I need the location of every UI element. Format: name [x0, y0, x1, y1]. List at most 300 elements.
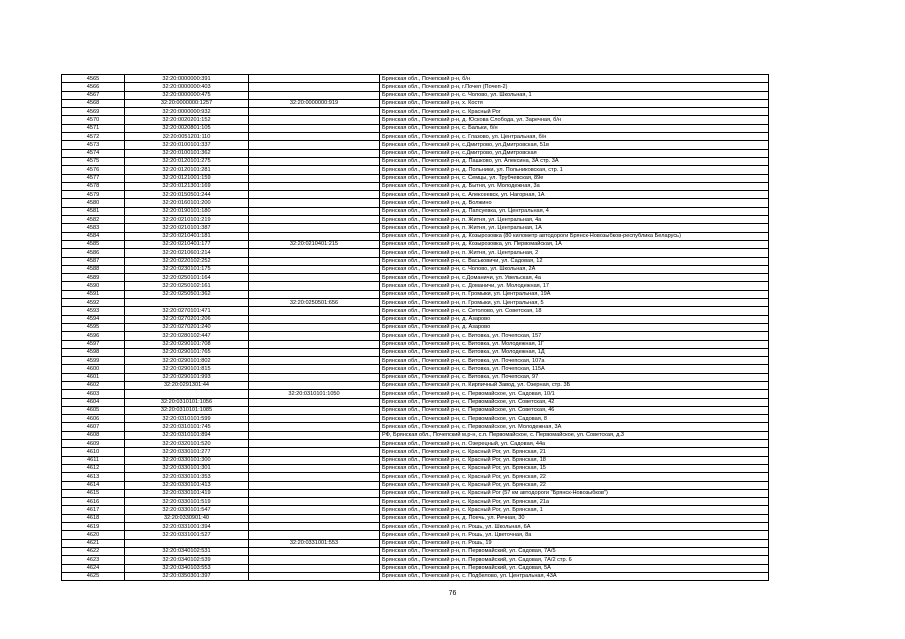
- registry-table: [61, 74, 769, 581]
- row-number-cell: 4601: [62, 373, 125, 381]
- table-row: [62, 207, 769, 215]
- related-cadastral-number-cell: [249, 323, 380, 331]
- row-number-cell: 4572: [62, 133, 125, 141]
- cadastral-number-cell: 32:20:0210601:214: [125, 249, 249, 257]
- cadastral-number-cell: 32:20:0160101:200: [125, 199, 249, 207]
- table-row: [62, 473, 769, 481]
- address-cell: Брянская обл., Почепский р-н, д. Волжино: [380, 199, 769, 207]
- table-row: [62, 232, 769, 240]
- table-row: [62, 506, 769, 514]
- related-cadastral-number-cell: [249, 141, 380, 149]
- cadastral-number-cell: 32:20:0290101:802: [125, 357, 249, 365]
- row-number-cell: 4585: [62, 240, 125, 248]
- cadastral-number-cell: 32:20:0330101:519: [125, 498, 249, 506]
- related-cadastral-number-cell: [249, 91, 380, 99]
- related-cadastral-number-cell: [249, 232, 380, 240]
- table-row: [62, 265, 769, 273]
- address-cell: Брянская обл., Почепский р-н, с.Дмитрово, ул.Дмитровская, 51в: [380, 141, 769, 149]
- cadastral-number-cell: 32:20:0210101:387: [125, 224, 249, 232]
- cadastral-number-cell: 32:20:0000000:932: [125, 108, 249, 116]
- table-row: [62, 539, 769, 547]
- cadastral-number-cell: [125, 299, 249, 307]
- row-number-cell: 4571: [62, 124, 125, 132]
- table-row: [62, 307, 769, 315]
- table-row: [62, 556, 769, 564]
- row-number-cell: 4566: [62, 83, 125, 91]
- table-row: [62, 249, 769, 257]
- table-row: [62, 257, 769, 265]
- address-cell: Брянская обл., Почепский р-н, п. Громыки, ул. Центральная, 19А: [380, 290, 769, 298]
- cadastral-number-cell: 32:20:0020201:152: [125, 116, 249, 124]
- cadastral-number-cell: 32:20:0150501:244: [125, 191, 249, 199]
- related-cadastral-number-cell: [249, 373, 380, 381]
- address-cell: Брянская обл., Почепский р-н, п. Первомайский, ул. Садовая, 5А: [380, 564, 769, 572]
- related-cadastral-number-cell: [249, 75, 380, 83]
- address-cell: Брянская обл., Почепский р-н, д. Азарово: [380, 323, 769, 331]
- related-cadastral-number-cell: [249, 556, 380, 564]
- row-number-cell: 4590: [62, 282, 125, 290]
- address-cell: Брянская обл., Почепский р-н, п. Громыки, ул. Центральная, 5: [380, 299, 769, 307]
- row-number-cell: 4620: [62, 531, 125, 539]
- address-cell: Брянская обл., Почепский р-н, д. Козырозовка, ул. Первомайская, 1А: [380, 240, 769, 248]
- row-number-cell: 4593: [62, 307, 125, 315]
- address-cell: Брянская обл., Почепский р-н, д. Пашково, ул. Алексина, 3А стр. 3А: [380, 157, 769, 165]
- related-cadastral-number-cell: [249, 274, 380, 282]
- cadastral-number-cell: 32:20:0280102:447: [125, 332, 249, 340]
- cadastral-number-cell: 32:20:0210401:181: [125, 232, 249, 240]
- row-number-cell: 4614: [62, 481, 125, 489]
- related-cadastral-number-cell: 32:20:0000000:919: [249, 99, 380, 107]
- table-row: [62, 323, 769, 331]
- cadastral-number-cell: 32:20:0000000:403: [125, 83, 249, 91]
- table-row: [62, 224, 769, 232]
- cadastral-number-cell: 32:20:0290101:815: [125, 365, 249, 373]
- related-cadastral-number-cell: [249, 464, 380, 472]
- related-cadastral-number-cell: [249, 265, 380, 273]
- row-number-cell: 4600: [62, 365, 125, 373]
- related-cadastral-number-cell: [249, 498, 380, 506]
- address-cell: Брянская обл., Почепский р-н, д. Бытня, ул. Молодежная, 3а: [380, 182, 769, 190]
- row-number-cell: 4580: [62, 199, 125, 207]
- row-number-cell: 4610: [62, 448, 125, 456]
- cadastral-number-cell: 32:20:0290101:765: [125, 348, 249, 356]
- table-row: [62, 415, 769, 423]
- table-row: [62, 149, 769, 157]
- table-row: [62, 523, 769, 531]
- related-cadastral-number-cell: [249, 166, 380, 174]
- row-number-cell: 4613: [62, 473, 125, 481]
- cadastral-number-cell: 32:20:0000000:475: [125, 91, 249, 99]
- table-row: [62, 373, 769, 381]
- address-cell: Брянская обл., Почепский р-н, с.Доманичи, ул. Увельская, 4а: [380, 274, 769, 282]
- row-number-cell: 4602: [62, 381, 125, 389]
- row-number-cell: 4565: [62, 75, 125, 83]
- row-number-cell: 4574: [62, 149, 125, 157]
- address-cell: Брянская обл., Почепский р-н, д. Поечь, ул. Речная, 30: [380, 514, 769, 522]
- row-number-cell: 4587: [62, 257, 125, 265]
- address-cell: Брянская обл., Почепский р-н, с. Витовка, ул. Почепская, 157: [380, 332, 769, 340]
- address-cell: Брянская обл., Почепский р-н, с. Чолово, ул. Школьная, 1: [380, 91, 769, 99]
- row-number-cell: 4623: [62, 556, 125, 564]
- address-cell: Брянская обл., Почепский р-н, с. Алексеевск, ул. Нагорная, 1А: [380, 191, 769, 199]
- cadastral-number-cell: 32:20:0340102:531: [125, 547, 249, 555]
- cadastral-number-cell: 32:20:0330901:40: [125, 514, 249, 522]
- table-row: [62, 315, 769, 323]
- address-cell: Брянская обл., Почепский р-н, с. Красный Рог, ул. Брянская, 21а: [380, 498, 769, 506]
- cadastral-number-cell: 32:20:0230101:175: [125, 265, 249, 273]
- address-cell: Брянская обл., Почепский р-н, с. Витовка, ул. Молодежная, 1Д: [380, 348, 769, 356]
- cadastral-number-cell: 32:20:0290101:993: [125, 373, 249, 381]
- table-row: [62, 406, 769, 414]
- address-cell: Брянская обл., Почепский р-н, с. Семцы, ул. Трубчевская, 89е: [380, 174, 769, 182]
- address-cell: Брянская обл., Почепский р-н, с. Сетолово, ул. Советская, 18: [380, 307, 769, 315]
- cadastral-number-cell: 32:20:0000000:391: [125, 75, 249, 83]
- cadastral-number-cell: 32:20:0310101:1085: [125, 406, 249, 414]
- related-cadastral-number-cell: [249, 282, 380, 290]
- related-cadastral-number-cell: 32:20:0310101:1050: [249, 390, 380, 398]
- cadastral-number-cell: 32:20:0120101:275: [125, 157, 249, 165]
- related-cadastral-number-cell: [249, 133, 380, 141]
- related-cadastral-number-cell: [249, 340, 380, 348]
- related-cadastral-number-cell: [249, 489, 380, 497]
- table-row: [62, 216, 769, 224]
- cadastral-number-cell: 32:20:0310101:1056: [125, 398, 249, 406]
- row-number-cell: 4589: [62, 274, 125, 282]
- address-cell: Брянская обл., Почепский р-н, с.Дмитрово, ул.Дмитровская: [380, 149, 769, 157]
- row-number-cell: 4615: [62, 489, 125, 497]
- related-cadastral-number-cell: [249, 523, 380, 531]
- address-cell: Брянская обл., Почепский р-н, п. Рошь, 19: [380, 539, 769, 547]
- address-cell: Брянская обл., Почепский р-н, с. Доманичи, ул. Молодежная, 17: [380, 282, 769, 290]
- cadastral-number-cell: 32:20:0120101:281: [125, 166, 249, 174]
- row-number-cell: 4617: [62, 506, 125, 514]
- table-row: [62, 133, 769, 141]
- cadastral-number-cell: 32:20:0210101:219: [125, 216, 249, 224]
- related-cadastral-number-cell: [249, 257, 380, 265]
- address-cell: Брянская обл., Почепский р-н, с. Бальки, б/н: [380, 124, 769, 132]
- table-row: [62, 498, 769, 506]
- cadastral-number-cell: [125, 390, 249, 398]
- address-cell: Брянская обл., Почепский р-н, с. Красный Рог, ул. Брянская, 18: [380, 456, 769, 464]
- table-row: [62, 481, 769, 489]
- cadastral-number-cell: 32:20:0290101:708: [125, 340, 249, 348]
- address-cell: Брянская обл., Почепский р-н, п. Озерецный, ул. Садовая, 44а: [380, 440, 769, 448]
- related-cadastral-number-cell: [249, 431, 380, 439]
- related-cadastral-number-cell: [249, 365, 380, 373]
- related-cadastral-number-cell: [249, 149, 380, 157]
- address-cell: Брянская обл., Почепский р-н, с. Первомайское, ул. Садовая, 8: [380, 415, 769, 423]
- address-cell: Брянская обл., Почепский р-н, д. Польники, ул. Польниковская, стр. 1: [380, 166, 769, 174]
- row-number-cell: 4588: [62, 265, 125, 273]
- row-number-cell: 4618: [62, 514, 125, 522]
- address-cell: Брянская обл., Почепский р-н, с. Красный Рог (57 км автодороги "Брянск-Новозыбков"): [380, 489, 769, 497]
- related-cadastral-number-cell: [249, 348, 380, 356]
- related-cadastral-number-cell: [249, 224, 380, 232]
- address-cell: Брянская обл., Почепский р-н, п. Первомайский, ул. Садовая, 7А/5: [380, 547, 769, 555]
- related-cadastral-number-cell: 32:20:0250501:656: [249, 299, 380, 307]
- address-cell: Брянская обл., Почепский р-н, п. Житня, ул. Центральная, 2: [380, 249, 769, 257]
- table-row: [62, 423, 769, 431]
- related-cadastral-number-cell: [249, 398, 380, 406]
- related-cadastral-number-cell: [249, 547, 380, 555]
- related-cadastral-number-cell: [249, 199, 380, 207]
- address-cell: Брянская обл., Почепский р-н, п. Житня, ул. Центральная, 1А: [380, 224, 769, 232]
- related-cadastral-number-cell: [249, 564, 380, 572]
- row-number-cell: 4599: [62, 357, 125, 365]
- row-number-cell: 4591: [62, 290, 125, 298]
- related-cadastral-number-cell: [249, 315, 380, 323]
- address-cell: Брянская обл., Почепский р-н, б/н: [380, 75, 769, 83]
- table-row: [62, 182, 769, 190]
- table-body: [62, 75, 769, 581]
- table-row: [62, 282, 769, 290]
- page-number: 76: [448, 590, 457, 597]
- cadastral-number-cell: 32:20:0340103:553: [125, 564, 249, 572]
- address-cell: Брянская обл., Почепский р-н, с. Первомайское, ул. Советская, 42: [380, 398, 769, 406]
- address-cell: Брянская обл., Почепский р-н, д. Азарово: [380, 315, 769, 323]
- table-row: [62, 91, 769, 99]
- address-cell: Брянская обл., Почепский р-н, с. Витовка, ул. Почепская, 115А: [380, 365, 769, 373]
- cadastral-number-cell: 32:20:0350301:397: [125, 572, 249, 580]
- related-cadastral-number-cell: [249, 108, 380, 116]
- row-number-cell: 4583: [62, 224, 125, 232]
- cadastral-number-cell: [125, 539, 249, 547]
- table-row: [62, 448, 769, 456]
- row-number-cell: 4598: [62, 348, 125, 356]
- row-number-cell: 4604: [62, 398, 125, 406]
- row-number-cell: 4582: [62, 216, 125, 224]
- address-cell: Брянская обл., Почепский р-н, д. Козырозовка (80 километр автодороги Брянск-Новозыбков-республика Беларусь): [380, 232, 769, 240]
- related-cadastral-number-cell: [249, 381, 380, 389]
- table-row: [62, 340, 769, 348]
- row-number-cell: 4612: [62, 464, 125, 472]
- cadastral-number-cell: 32:20:0270101:471: [125, 307, 249, 315]
- table-row: [62, 116, 769, 124]
- cadastral-number-cell: 32:20:0250102:161: [125, 282, 249, 290]
- related-cadastral-number-cell: [249, 448, 380, 456]
- cadastral-number-cell: 32:20:0330101:277: [125, 448, 249, 456]
- row-number-cell: 4579: [62, 191, 125, 199]
- row-number-cell: 4594: [62, 315, 125, 323]
- row-number-cell: 4624: [62, 564, 125, 572]
- row-number-cell: 4606: [62, 415, 125, 423]
- cadastral-number-cell: 32:20:0291301:44: [125, 381, 249, 389]
- address-cell: Брянская обл., Почепский р-н, д. Папсуевка, ул. Центральная, 4: [380, 207, 769, 215]
- table-row: [62, 357, 769, 365]
- table-row: [62, 240, 769, 248]
- address-cell: Брянская обл., Почепский р-н, с. Витовка, ул. Почепская, 107а: [380, 357, 769, 365]
- row-number-cell: 4616: [62, 498, 125, 506]
- table-row: [62, 157, 769, 165]
- document-sheet: [61, 74, 769, 581]
- table-row: [62, 564, 769, 572]
- address-cell: Брянская обл., Почепский р-н, г.Почеп (Почеп-2): [380, 83, 769, 91]
- row-number-cell: 4576: [62, 166, 125, 174]
- row-number-cell: 4569: [62, 108, 125, 116]
- related-cadastral-number-cell: [249, 514, 380, 522]
- table-row: [62, 514, 769, 522]
- table-row: [62, 390, 769, 398]
- row-number-cell: 4605: [62, 406, 125, 414]
- row-number-cell: 4622: [62, 547, 125, 555]
- address-cell: Брянская обл., Почепский р-н, п. Рошь, ул. Школьная, 6А: [380, 523, 769, 531]
- row-number-cell: 4621: [62, 539, 125, 547]
- table-row: [62, 440, 769, 448]
- cadastral-number-cell: 32:20:0310101:894: [125, 431, 249, 439]
- address-cell: Брянская обл., Почепский р-н, д. Юскова Слобода, ул. Заречная, б/н: [380, 116, 769, 124]
- row-number-cell: 4592: [62, 299, 125, 307]
- table-row: [62, 174, 769, 182]
- address-cell: Брянская обл., Почепский р-н, с. Красный Рог, ул. Брянская, 22: [380, 481, 769, 489]
- row-number-cell: 4570: [62, 116, 125, 124]
- address-cell: Брянская обл., Почепский р-н, с. Витовка, ул. Молодежная, 1Г: [380, 340, 769, 348]
- table-row: [62, 191, 769, 199]
- table-row: [62, 464, 769, 472]
- related-cadastral-number-cell: [249, 572, 380, 580]
- related-cadastral-number-cell: [249, 216, 380, 224]
- cadastral-number-cell: 32:20:0270201:206: [125, 315, 249, 323]
- row-number-cell: 4608: [62, 431, 125, 439]
- address-cell: РФ, Брянская обл., Почепский м.р-н, с.п. Первомайское, с. Первомайское, ул. Советская, д.3: [380, 431, 769, 439]
- row-number-cell: 4611: [62, 456, 125, 464]
- table-row: [62, 274, 769, 282]
- cadastral-number-cell: 32:20:0190101:180: [125, 207, 249, 215]
- table-row: [62, 489, 769, 497]
- address-cell: Брянская обл., Почепский р-н, с. Чолово, ул. Школьная, 2А: [380, 265, 769, 273]
- address-cell: Брянская обл., Почепский р-н, с. Витовка, ул. Почепская, 97: [380, 373, 769, 381]
- cadastral-number-cell: 32:20:0330101:413: [125, 481, 249, 489]
- related-cadastral-number-cell: [249, 440, 380, 448]
- related-cadastral-number-cell: [249, 207, 380, 215]
- cadastral-number-cell: 32:20:0270201:240: [125, 323, 249, 331]
- address-cell: Брянская обл., Почепский р-н, с. Красный Рог, ул. Брянская, 15: [380, 464, 769, 472]
- table-row: [62, 290, 769, 298]
- cadastral-number-cell: 32:20:0100101:337: [125, 141, 249, 149]
- cadastral-number-cell: 32:20:0250101:164: [125, 274, 249, 282]
- row-number-cell: 4609: [62, 440, 125, 448]
- cadastral-number-cell: 32:20:0330101:353: [125, 473, 249, 481]
- row-number-cell: 4573: [62, 141, 125, 149]
- cadastral-number-cell: 32:20:0310101:745: [125, 423, 249, 431]
- address-cell: Брянская обл., Почепский р-н, с. Первомайское, ул. Советская, 46: [380, 406, 769, 414]
- related-cadastral-number-cell: [249, 290, 380, 298]
- address-cell: Брянская обл., Почепский р-н, с. Красный Рог, ул. Брянская, 22: [380, 473, 769, 481]
- address-cell: Брянская обл., Почепский р-н, с. Красный Рог, ул. Брянская, 1: [380, 506, 769, 514]
- table-row: [62, 83, 769, 91]
- related-cadastral-number-cell: [249, 415, 380, 423]
- row-number-cell: 4603: [62, 390, 125, 398]
- cadastral-number-cell: 32:20:0000000:1257: [125, 99, 249, 107]
- table-row: [62, 456, 769, 464]
- row-number-cell: 4578: [62, 182, 125, 190]
- row-number-cell: 4577: [62, 174, 125, 182]
- related-cadastral-number-cell: [249, 157, 380, 165]
- address-cell: Брянская обл., Почепский р-н, с. Васьковичи, ул. Садовая, 12: [380, 257, 769, 265]
- address-cell: Брянская обл., Почепский р-н, с. Красный Рог, ул. Брянская, 21: [380, 448, 769, 456]
- related-cadastral-number-cell: [249, 249, 380, 257]
- table-row: [62, 398, 769, 406]
- table-row: [62, 99, 769, 107]
- related-cadastral-number-cell: [249, 191, 380, 199]
- cadastral-number-cell: 32:20:0331001:527: [125, 531, 249, 539]
- row-number-cell: 4619: [62, 523, 125, 531]
- related-cadastral-number-cell: [249, 357, 380, 365]
- row-number-cell: 4597: [62, 340, 125, 348]
- address-cell: Брянская обл., Почепский р-н, с. Глазово, ул. Центральная, б/н: [380, 133, 769, 141]
- cadastral-number-cell: 32:20:0331001:394: [125, 523, 249, 531]
- cadastral-number-cell: 32:20:0121001:159: [125, 174, 249, 182]
- address-cell: Брянская обл., Почепский р-н, п. Житня, ул. Центральная, 4а: [380, 216, 769, 224]
- cadastral-number-cell: 32:20:0250501:362: [125, 290, 249, 298]
- cadastral-number-cell: 32:20:0220102:252: [125, 257, 249, 265]
- cadastral-number-cell: 32:20:0121301:169: [125, 182, 249, 190]
- cadastral-number-cell: 32:20:0330101:300: [125, 456, 249, 464]
- row-number-cell: 4584: [62, 232, 125, 240]
- table-row: [62, 199, 769, 207]
- table-row: [62, 108, 769, 116]
- related-cadastral-number-cell: [249, 423, 380, 431]
- row-number-cell: 4567: [62, 91, 125, 99]
- row-number-cell: 4607: [62, 423, 125, 431]
- cadastral-number-cell: 32:20:0330101:419: [125, 489, 249, 497]
- cadastral-number-cell: 32:20:0340102:539: [125, 556, 249, 564]
- table-row: [62, 332, 769, 340]
- row-number-cell: 4586: [62, 249, 125, 257]
- cadastral-number-cell: 32:20:0320101:520: [125, 440, 249, 448]
- table-row: [62, 531, 769, 539]
- related-cadastral-number-cell: [249, 307, 380, 315]
- related-cadastral-number-cell: [249, 506, 380, 514]
- row-number-cell: 4575: [62, 157, 125, 165]
- related-cadastral-number-cell: [249, 83, 380, 91]
- table-row: [62, 141, 769, 149]
- table-row: [62, 431, 769, 439]
- cadastral-number-cell: 32:20:0020801:105: [125, 124, 249, 132]
- related-cadastral-number-cell: [249, 481, 380, 489]
- table-row: [62, 299, 769, 307]
- row-number-cell: 4596: [62, 332, 125, 340]
- cadastral-number-cell: 32:20:0310101:599: [125, 415, 249, 423]
- related-cadastral-number-cell: [249, 531, 380, 539]
- related-cadastral-number-cell: [249, 332, 380, 340]
- cadastral-number-cell: 32:20:0051201:110: [125, 133, 249, 141]
- cadastral-number-cell: 32:20:0210401:177: [125, 240, 249, 248]
- row-number-cell: 4581: [62, 207, 125, 215]
- related-cadastral-number-cell: [249, 174, 380, 182]
- row-number-cell: 4625: [62, 572, 125, 580]
- table-row: [62, 166, 769, 174]
- address-cell: Брянская обл., Почепский р-н, х. Костя: [380, 99, 769, 107]
- table-row: [62, 75, 769, 83]
- related-cadastral-number-cell: [249, 456, 380, 464]
- related-cadastral-number-cell: 32:20:0210401:215: [249, 240, 380, 248]
- related-cadastral-number-cell: [249, 473, 380, 481]
- address-cell: Брянская обл., Почепский р-н, с. Подбелово, ул. Центральная, 43А: [380, 572, 769, 580]
- related-cadastral-number-cell: [249, 124, 380, 132]
- related-cadastral-number-cell: [249, 182, 380, 190]
- address-cell: Брянская обл., Почепский р-н, с. Первомайское, ул. Садовая, 10/1: [380, 390, 769, 398]
- cadastral-number-cell: 32:20:0330101:547: [125, 506, 249, 514]
- address-cell: Брянская обл., Почепский р-н, п. Первомайский, ул. Садовая, 7А/2 стр. 6: [380, 556, 769, 564]
- cadastral-number-cell: 32:20:0100101:362: [125, 149, 249, 157]
- table-row: [62, 572, 769, 580]
- table-row: [62, 348, 769, 356]
- row-number-cell: 4595: [62, 323, 125, 331]
- related-cadastral-number-cell: 32:20:0331001:553: [249, 539, 380, 547]
- table-row: [62, 124, 769, 132]
- address-cell: Брянская обл., Почепский р-н, с. Первомайское, ул. Молодежная, 3А: [380, 423, 769, 431]
- cadastral-number-cell: 32:20:0330101:301: [125, 464, 249, 472]
